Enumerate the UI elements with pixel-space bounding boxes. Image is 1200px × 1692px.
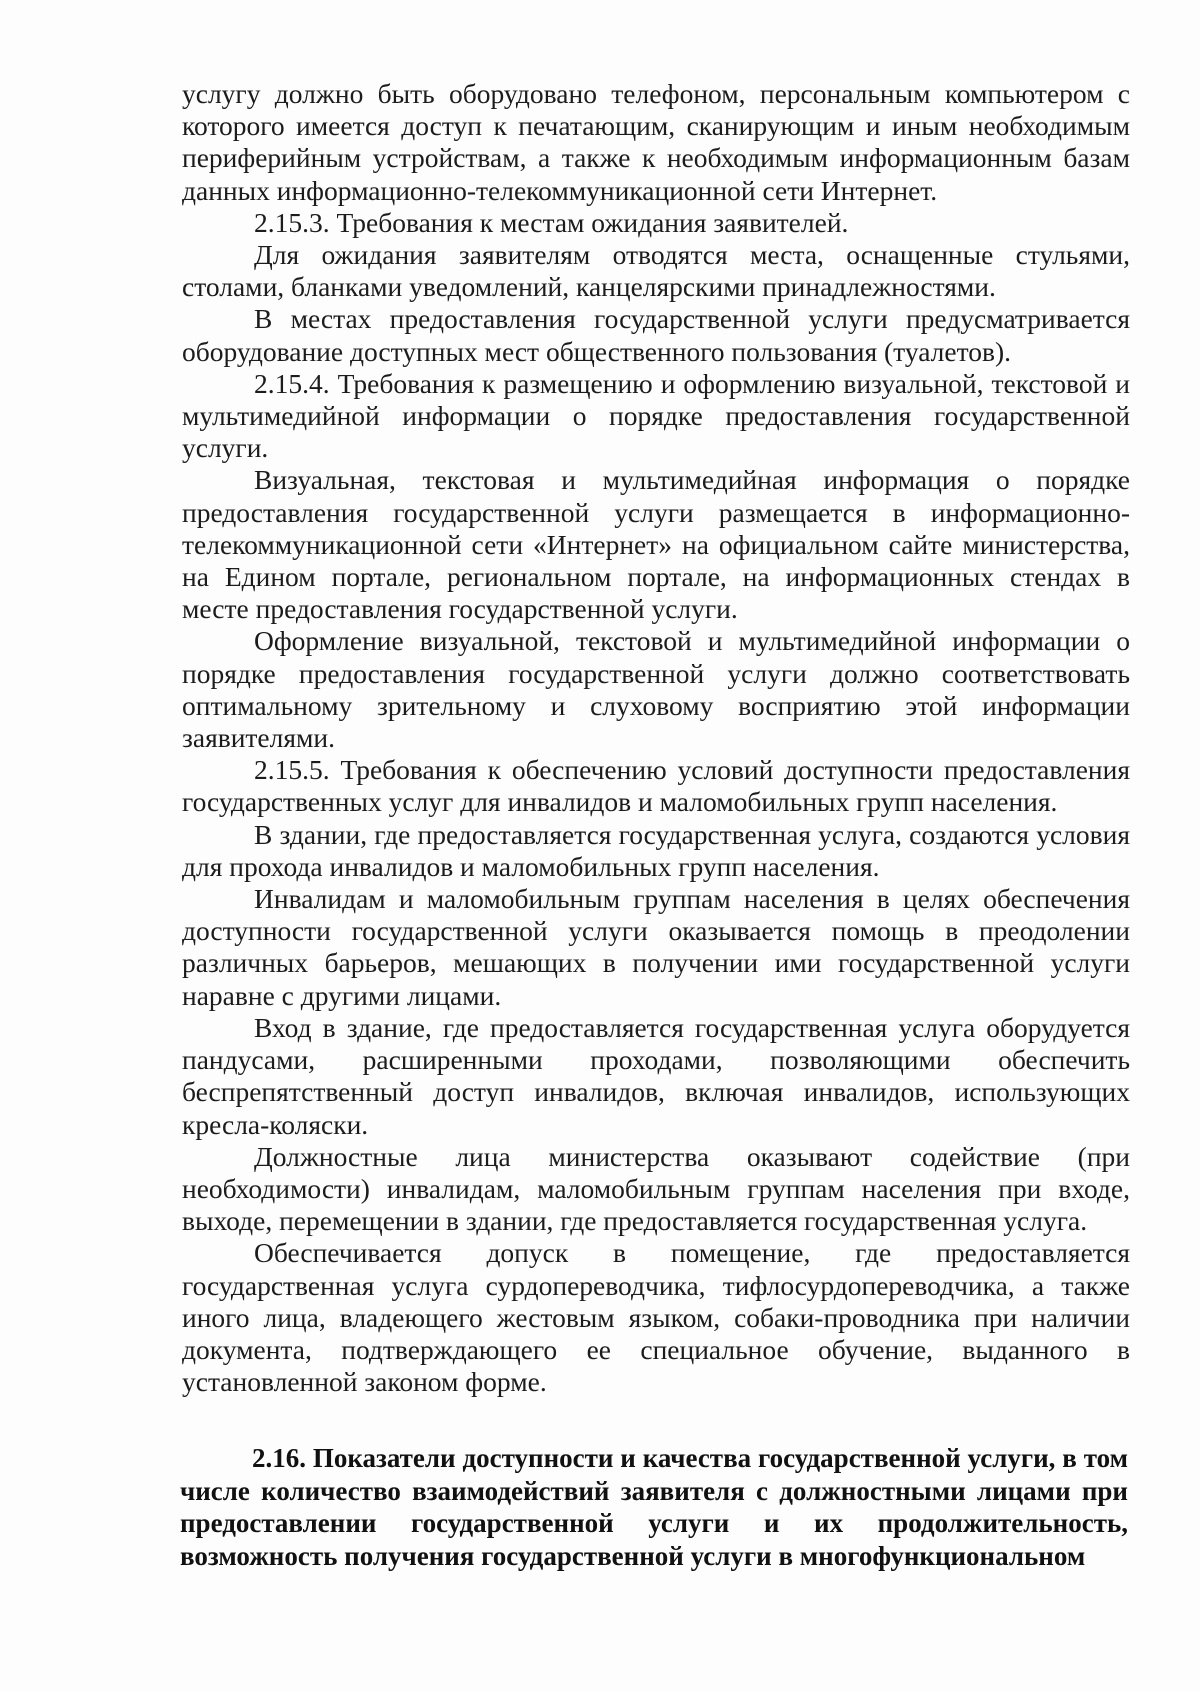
paragraph-assistance: Инвалидам и маломобильным группам населения в целях обеспечения доступности государственной услуги оказывается помощь в преодолении различных барьеров, мешающих в получении ими государственной услуги наравне с другими лицами. <box>182 883 1130 1011</box>
section-heading-2-16: 2.16. Показатели доступности и качества государственной услуги, в том числе количество взаимодействий заявителя с должностными лицами при предоставлении государственной услуги и их продолжительность, возможность получения государственной услуги в многофункциональном <box>180 1443 1128 1571</box>
paragraph-toilets: В местах предоставления государственной услуги предусматривается оборудование доступных мест общественного пользования (туалетов). <box>182 303 1130 367</box>
paragraph-info-placement: Визуальная, текстовая и мультимедийная информация о порядке предоставления государственной услуги размещается в информационно-телекоммуникационной сети «Интернет» на официальном сайте министерства, на Едином портале, региональном портале, на информационных стендах в месте предоставления государственной услуги. <box>182 464 1130 625</box>
paragraph-2-15-5-title: 2.15.5. Требования к обеспечению условий доступности предоставления государственных услуг для инвалидов и маломобильных групп населения. <box>182 754 1130 818</box>
paragraph-admission: Обеспечивается допуск в помещение, где предоставляется государственная услуга сурдопереводчика, тифлосурдопереводчика, а также иного лица, владеющего жестовым языком, собаки-проводника при наличии документа, подтверждающего ее специальное обучение, выданного в установленной законом форме. <box>182 1237 1130 1398</box>
body-text <box>182 78 1130 1398</box>
paragraph-building-conditions: В здании, где предоставляется государственная услуга, создаются условия для прохода инвалидов и маломобильных групп населения. <box>182 818 1130 882</box>
paragraph-2-15-3-title: 2.15.3. Требования к местам ожидания заявителей. <box>254 206 849 238</box>
paragraph-info-design: Оформление визуальной, текстовой и мультимедийной информации о порядке предоставления государственной услуги должно соответствовать оптимальному зрительному и слуховому восприятию этой информации заявителями. <box>182 625 1130 754</box>
paragraph-waiting-places: Для ожидания заявителям отводятся места, оснащенные стульями, столами, бланками уведомлений, канцелярскими принадлежностями. <box>182 239 1130 303</box>
paragraph-entrance: Вход в здание, где предоставляется государственная услуга оборудуется пандусами, расширенными проходами, позволяющими обеспечить беспрепятственный доступ инвалидов, включая инвалидов, использующих кресла-коляски. <box>182 1011 1130 1140</box>
paragraph-2-15-4-title: 2.15.4. Требования к размещению и оформлению визуальной, текстовой и мультимедийной информации о порядке предоставления государственной услуги. <box>182 367 1130 464</box>
paragraph-continuation: услугу должно быть оборудовано телефоном, персональным компьютером с которого имеется доступ к печатающим, сканирующим и иным необходимым периферийным устройствам, а также к необходимым информационным базам данных информационно-телекоммуникационной сети Интернет. <box>182 78 1130 206</box>
paragraph-officials-help: Должностные лица министерства оказывают содействие (при необходимости) инвалидам, маломобильным группам населения при входе, выходе, перемещении в здании, где предоставляется государственная услуга. <box>182 1140 1130 1237</box>
